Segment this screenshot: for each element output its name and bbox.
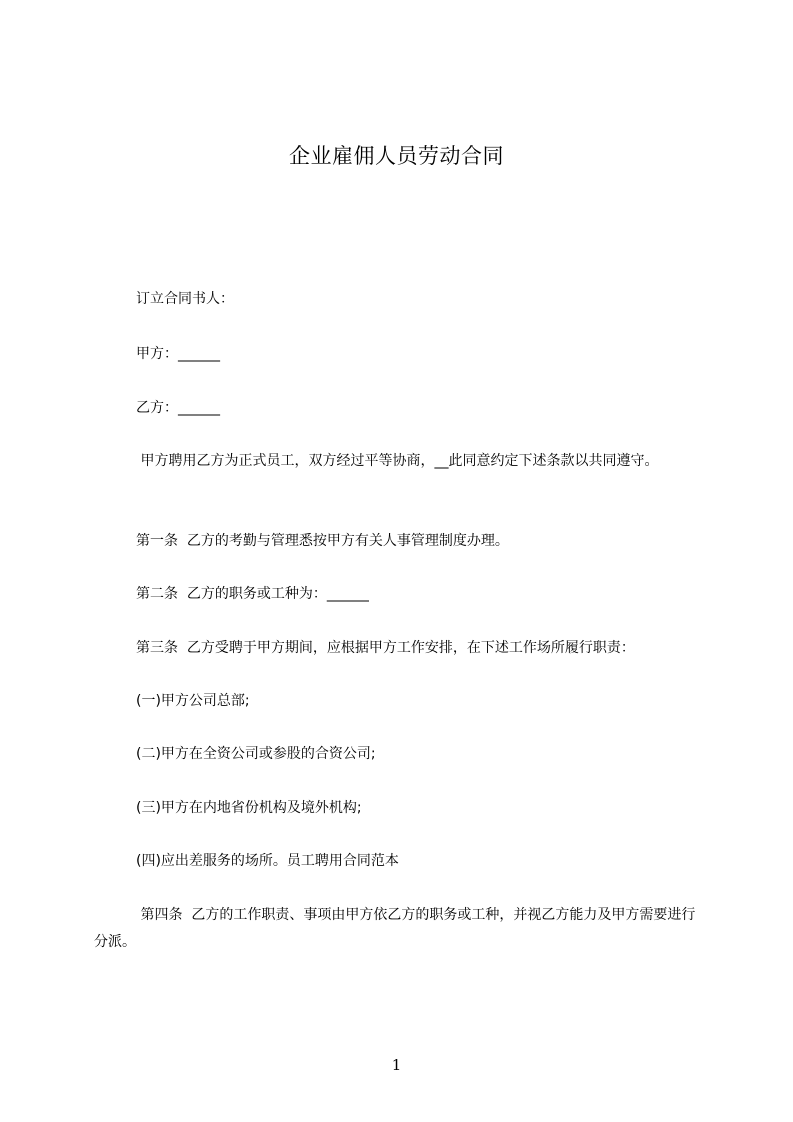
paragraph-signatories: 订立合同书人：: [136, 291, 234, 307]
paragraph-article-3: 第三条 乙方受聘于甲方期间，应根据甲方工作安排，在下述工作场所履行职责：: [136, 640, 635, 656]
list-item-workplace-3: (三)甲方在内地省份机构及境外机构;: [136, 800, 362, 816]
list-item-workplace-4: (四)应出差服务的场所。员工聘用合同范本: [136, 853, 399, 869]
paragraph-article-2: 第二条 乙方的职务或工种为：______: [136, 586, 369, 602]
document-title: 企业雇佣人员劳动合同: [289, 144, 504, 168]
list-item-workplace-2: (二)甲方在全资公司或参股的合资公司;: [136, 746, 376, 762]
paragraph-article-1: 第一条 乙方的考勤与管理悉按甲方有关人事管理制度办理。: [136, 533, 509, 549]
list-item-workplace-1: (一)甲方公司总部;: [136, 693, 250, 709]
paragraph-party-a: 甲方：______: [136, 346, 220, 362]
paragraph-article-4: 第四条 乙方的工作职责、事项由甲方依乙方的职务或工种，并视乙方能力及甲方需要进行分派。: [94, 907, 696, 950]
paragraph-party-b: 乙方：______: [136, 400, 220, 416]
paragraph-preamble: 甲方聘用乙方为正式员工，双方经过平等协商，__此同意约定下述条款以共同遵守。: [136, 453, 659, 469]
page-number: 1: [391, 1056, 402, 1074]
